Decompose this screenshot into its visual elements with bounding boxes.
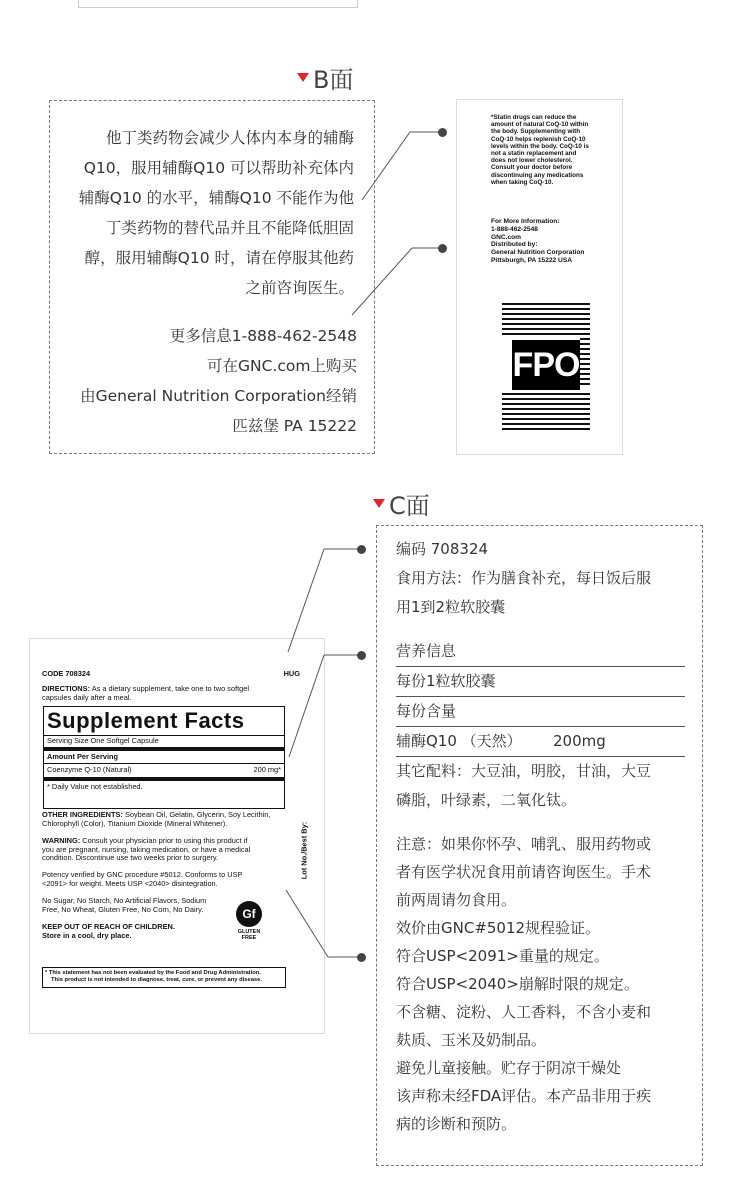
section-b-title: B面 [297,60,353,95]
c-cn-facts: 营养信息 每份1粒软胶囊 每份含量 辅酶Q10 （天然） 200mg 其它配料：大豆油，明胶，甘油，大豆 磷脂，叶绿素，二氧化钛。 [396,637,685,815]
gluten-free-text: GLUTEN FREE [237,929,261,941]
section-c-translation-box [376,525,703,1166]
b-cn-paragraph: 他丁类药物会减少人体内本身的辅酶 Q10，服用辅酶Q10 可以帮助补充体内 辅酶Q10 的水平，辅酶Q10 不能作为他 丁类药物的替代品并且不能降低胆固 醇，服用辅酶Q10 时，请在停服其他药 之前咨询医生。 [78,129,354,297]
label-other-ingredients: OTHER INGREDIENTS: Soybean Oil, Gelatin, Glycerin, Soy Lecithin, Chlorophyll (Color), Titanium Dioxide (Mineral Whitener). [42,810,271,828]
b-cn-info: 更多信息1-888-462-2548 可在GNC.com上购买 由General Nutrition Corporation经销 匹兹堡 PA 15222 [80,327,357,435]
barcode-placeholder [502,303,590,432]
c-cn-code-usage: 编码 708324 食用方法：作为膳食补充，每日饭后服 用1到2粒软胶囊 [396,540,652,616]
serving-size: Serving Size One Softgel Capsule [44,735,284,747]
connector-dot [357,545,366,554]
label-more-info: For More Information: 1-888-462-2548 GNC.com Distributed by: General Nutrition Corporation Pittsburgh, PA 15222 USA [491,218,585,264]
c-cn-notes: 注意：如果你怀孕、哺乳、服用药物或 者有医学状况食用前请咨询医生。手术 前两周请勿食用。 效价由GNC#5012规程验证。 符合USP<2091>重量的规定。 符合USP<2040>崩解时限的规定。 不含糖、淀粉、人工香料，不含小麦和 麸质、玉米及奶制品。 避免儿童接触。贮存于阴凉干燥处 该声称未经FDA评估。本产品非用于疾 病的诊断和预防。 [396,835,652,1133]
b-connector-lines [340,120,460,320]
connector-dot [438,244,447,253]
amount-per-serving: Amount Per Serving [44,747,284,764]
ingredient-row: Coenzyme Q-10 (Natural) 200 mg* [44,763,284,777]
supplement-facts-panel [43,706,285,809]
connector-dot [438,128,447,137]
label-statin-warning: *Statin drugs can reduce the amount of natural CoQ-10 within the body. Supplementing with CoQ-10 helps replenish CoQ-10 levels within the body. CoQ-10 is not a statin replacement and does not lower cholesterol. Consult your doctor before discontinuing any medications when taking CoQ-10. [491,114,589,186]
label-warning: WARNING: Consult your physician prior to using this product if you are pregnant, nursing, taking medication, or have a medical condition. Discontinue use two weeks prior to surgery. [42,836,251,863]
connector-dot [357,953,366,962]
supplement-facts-title: Supplement Facts [47,708,245,733]
label-free-from: No Sugar, No Starch, No Artificial Flavors, Sodium Free, No Wheat, Gluten Free, No Corn, No Dairy. [42,896,207,914]
label-keep-out: KEEP OUT OF REACH OF CHILDREN. Store in a cool, dry place. [42,922,175,940]
section-c-title: C面 [373,486,430,521]
dv-note: * Daily Value not established. [44,777,284,794]
section-b-translation-box [49,100,375,454]
c-connector-lines [280,540,370,970]
c-cn-ingredient-row: 辅酶Q10 （天然） 200mg [396,727,685,757]
fda-disclaimer: * This statement has not been evaluated by the Food and Drug Administration. This product is not intended to diagnose, treat, cure, or prevent any disease. [42,967,286,988]
fpo-mark: FPO [512,340,580,390]
label-code-row: CODE 708324 HUG [42,669,300,678]
lot-best-by: Lot No./Best By: [299,821,309,880]
gluten-free-icon: Gf [236,901,262,927]
connector-dot [357,651,366,660]
label-potency: Potency verified by GNC procedure #5012. Conforms to USP <2091> for weight. Meets USP <2040> disintegration. [42,870,243,888]
red-triangle-icon [373,499,385,508]
red-triangle-icon [297,73,309,82]
label-directions: DIRECTIONS: As a dietary supplement, take one to two softgel capsules daily after a meal. [42,684,250,702]
previous-section-box [78,0,358,8]
